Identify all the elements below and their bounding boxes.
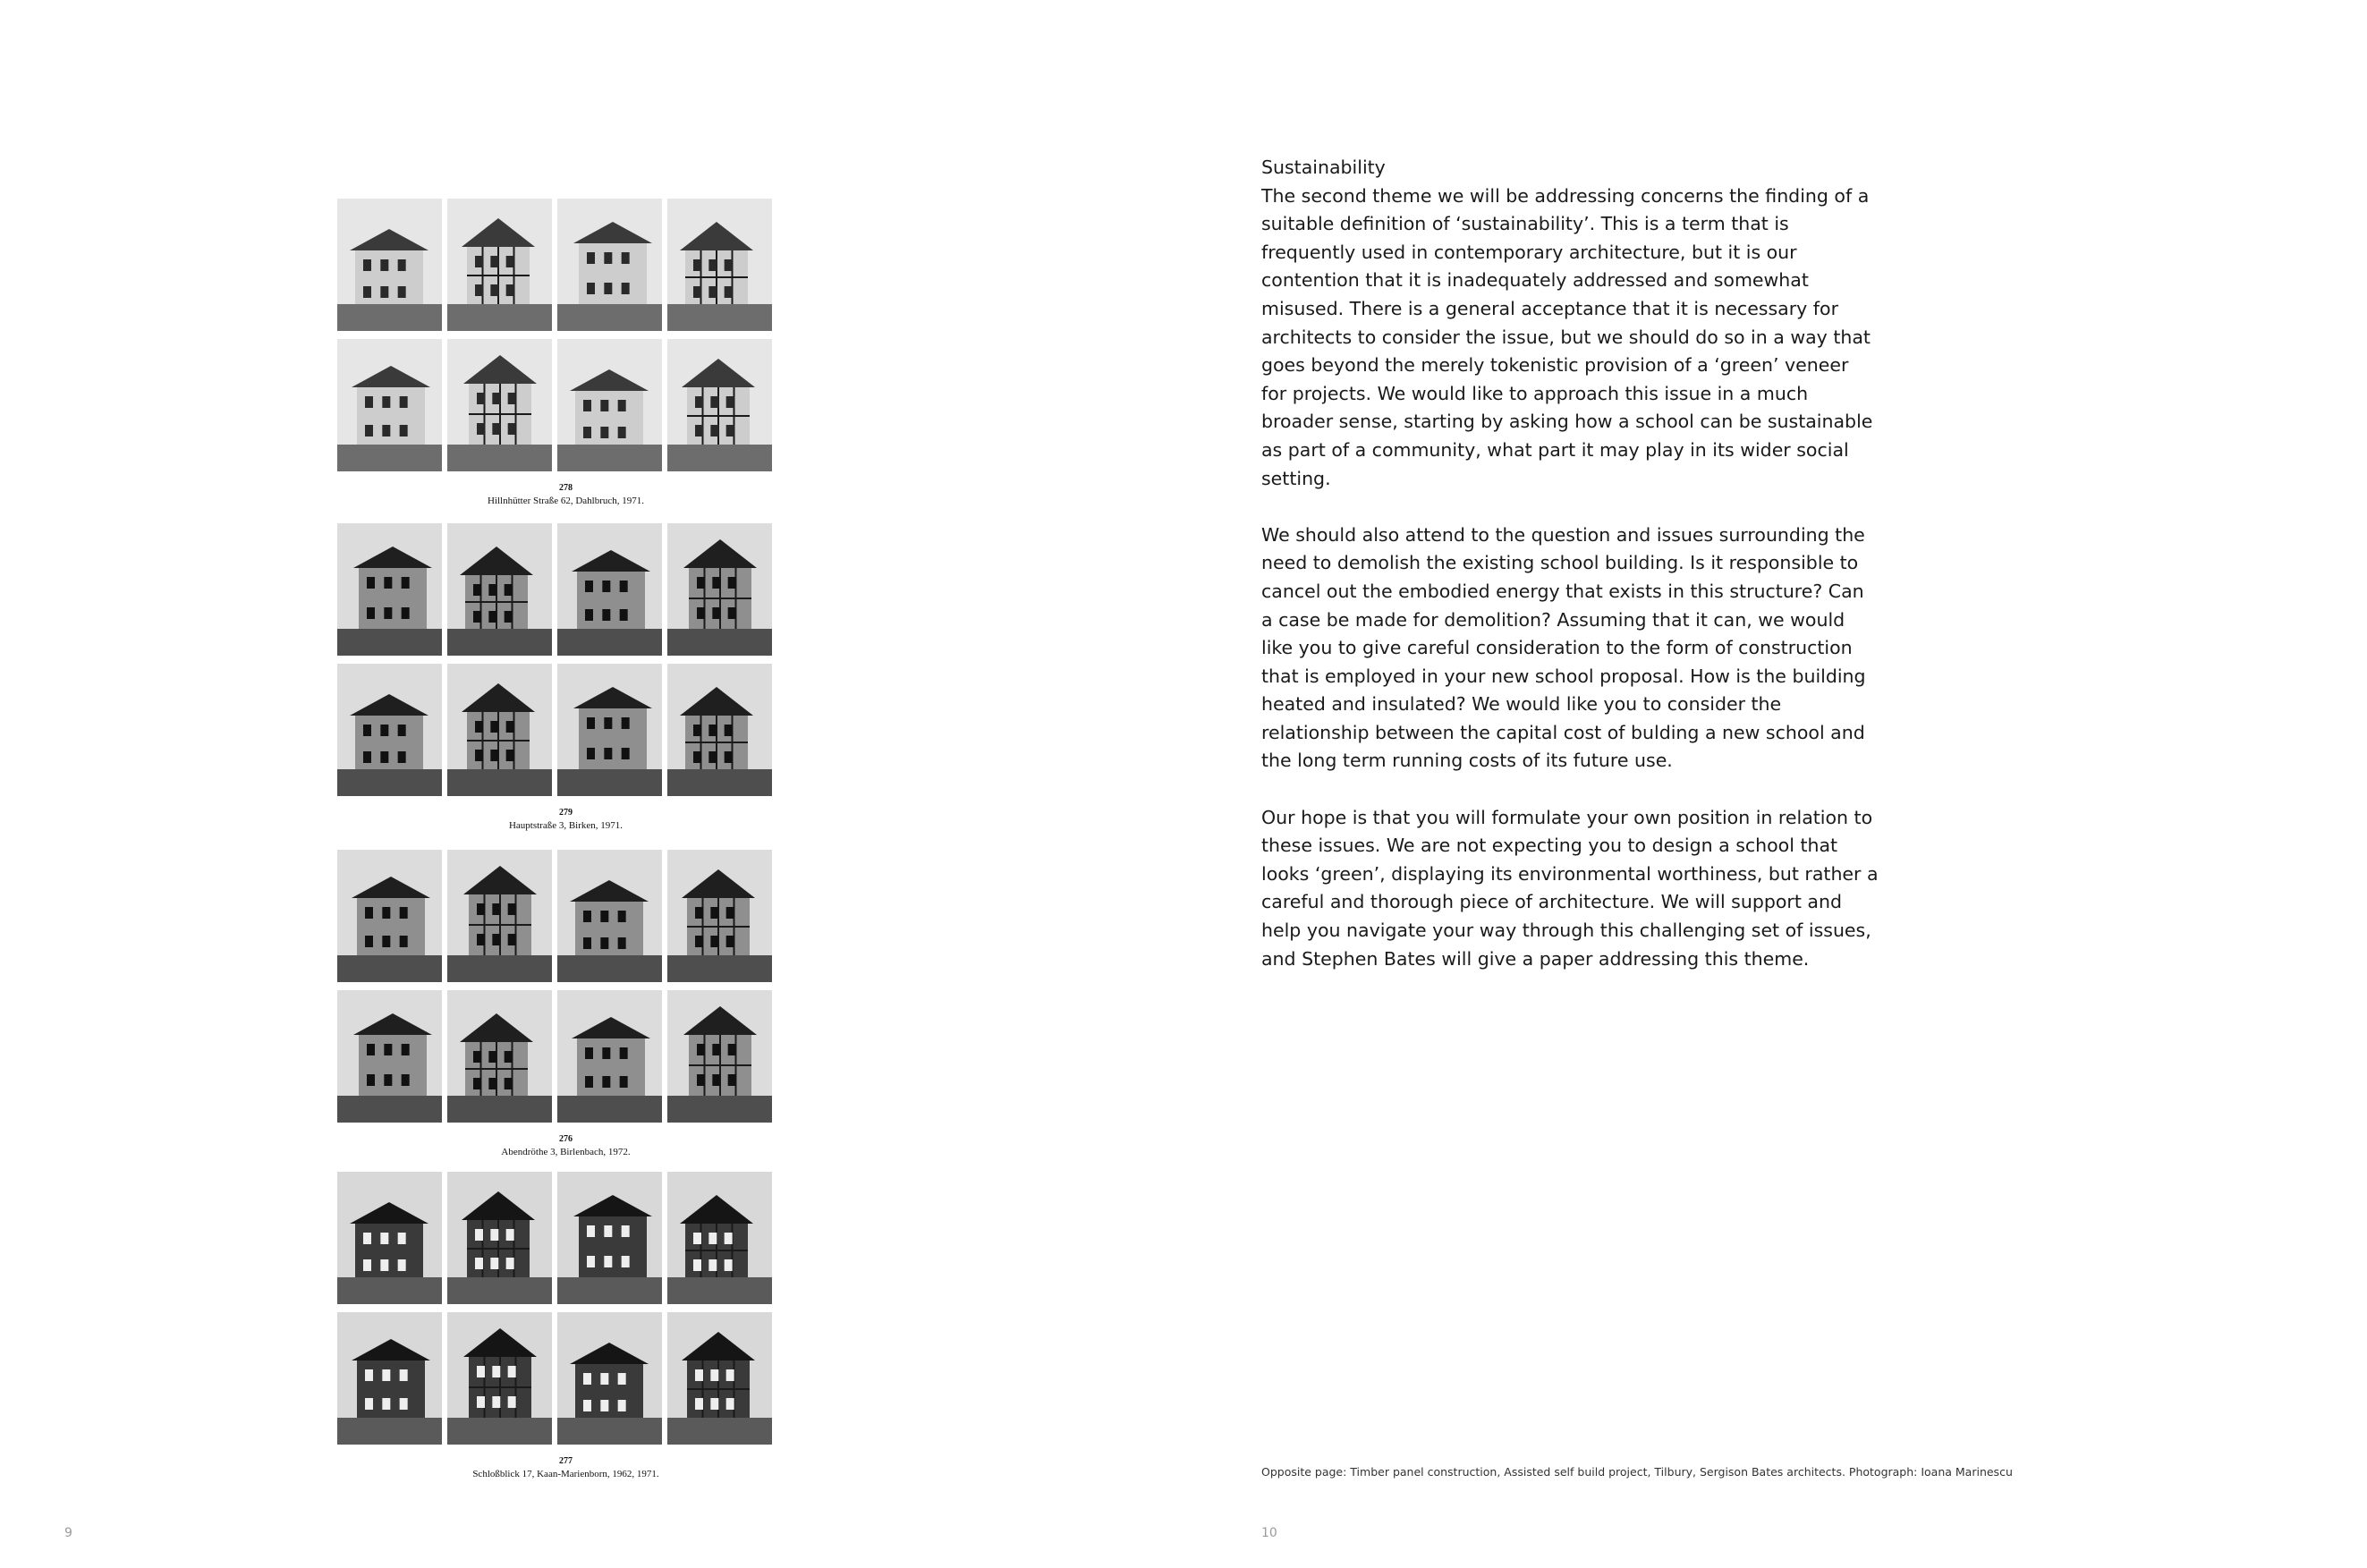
photo-row: [337, 990, 777, 1123]
plate-caption: Abendröthe 3, Birlenbach, 1972.: [501, 1147, 631, 1157]
house-photo: [667, 523, 772, 656]
house-photo: [557, 850, 662, 982]
plate-number: 277: [559, 1456, 573, 1466]
plate-number: 278: [559, 483, 573, 493]
plate-number: 279: [559, 808, 573, 818]
house-photo: [337, 1172, 442, 1304]
house-photo: [557, 199, 662, 331]
house-photo: [667, 664, 772, 796]
house-photo: [667, 990, 772, 1123]
plate-caption: Hillnhütter Straße 62, Dahlbruch, 1971.: [487, 496, 645, 506]
house-photo: [447, 199, 552, 331]
house-photo: [447, 1172, 552, 1304]
page-number-left: 9: [64, 1526, 72, 1540]
house-photo: [667, 339, 772, 471]
house-photo: [667, 1172, 772, 1304]
house-photo: [557, 523, 662, 656]
house-photo: [447, 664, 552, 796]
house-photo: [557, 1312, 662, 1445]
section-heading: Sustainability: [1261, 157, 1386, 178]
house-photo: [447, 1312, 552, 1445]
photo-row: [337, 1312, 777, 1445]
house-photo: [337, 664, 442, 796]
house-photo: [337, 990, 442, 1123]
house-photo: [667, 850, 772, 982]
paragraph-2: We should also attend to the question and issues surrounding the need to demolish the existing school building. Is it responsible to cancel out the embodied energy that exists in this structure? Can a case be made for demolition? Assuming that it can, we would like you to give careful consideration to the form of construction that is employed in your new school proposal. How is the building heated and insulated? We would like you to consider the relationship between the capital cost of bulding a new school and the long term running costs of its future use.: [1261, 523, 1866, 772]
paragraph-3: Our hope is that you will formulate your own position in relation to these issues. We are not expecting you to design a school that looks ‘green’, displaying its environmental worthiness, but rather a careful and thorough piece of architecture. We will support and help you navigate your way through this challenging set of issues, and Stephen Bates will give a paper addressing this theme.: [1261, 806, 1879, 970]
photo-credit: Opposite page: Timber panel construction, Assisted self build project, Tilbury, Sergison Bates architects. Photograph: Ioana Marinescu: [1261, 1465, 2013, 1479]
house-photo: [557, 1172, 662, 1304]
plate-caption: Schloßblick 17, Kaan-Marienborn, 1962, 1971.: [472, 1469, 659, 1479]
house-photo: [337, 523, 442, 656]
house-photo: [447, 990, 552, 1123]
house-photo-plate: [309, 179, 823, 1538]
house-photo: [667, 199, 772, 331]
photo-row: [337, 1172, 777, 1304]
house-photo: [337, 199, 442, 331]
house-photo: [447, 339, 552, 471]
photo-row: [337, 850, 777, 982]
house-photo: [337, 1312, 442, 1445]
plate-number: 276: [559, 1134, 573, 1144]
photo-row: [337, 664, 777, 796]
paragraph-1: The second theme we will be addressing concerns the finding of a suitable definition of ‘sustainability’. This is a term that is frequently used in contemporary architecture, but it is our contention that it is inadequately addressed and somewhat misused. There is a general acceptance that it is necessary for architects to consider the issue, but we should do so in a way that goes beyond the merely tokenistic provision of a ‘green’ veneer for projects. We would like to approach this issue in a much broader sense, starting by asking how a school can be sustainable as part of a community, what part it may play in its wider social setting.: [1261, 184, 1873, 489]
house-photo: [667, 1312, 772, 1445]
plate-caption: Hauptstraße 3, Birken, 1971.: [508, 820, 624, 831]
house-photo: [447, 850, 552, 982]
house-photo: [337, 850, 442, 982]
house-photo: [557, 664, 662, 796]
photo-row: [337, 199, 777, 331]
house-photo: [337, 339, 442, 471]
page-number-right: 10: [1261, 1526, 1277, 1540]
house-photo: [447, 523, 552, 656]
text-column: [1261, 154, 1879, 1002]
house-photo: [557, 339, 662, 471]
house-photo: [557, 990, 662, 1123]
photo-row: [337, 339, 777, 471]
photo-row: [337, 523, 777, 656]
